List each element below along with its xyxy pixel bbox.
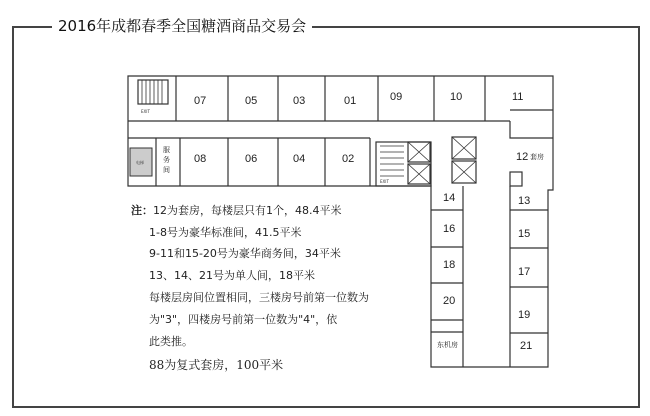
notes-label: 注： (131, 204, 153, 217)
room-10: 10 (450, 91, 463, 103)
room-17: 17 (518, 266, 531, 278)
room-12: 12 (516, 151, 529, 163)
machine-room: 东机房 (437, 341, 458, 349)
room-06: 06 (245, 153, 258, 165)
room-14: 14 (443, 192, 456, 204)
note-line-7: 此类推。 (149, 335, 193, 348)
room-21: 21 (520, 340, 533, 352)
note-line-3: 9-11和15-20号为豪华商务间，34平米 (149, 247, 341, 260)
exit-sign-mid: EXIT (380, 179, 389, 184)
room-12-suffix: 套房 (530, 153, 544, 161)
note-line-1: 12为套房，每楼层只有1个，48.4平米 (153, 204, 342, 217)
note-line-4: 13、14、21号为单人间，18平米 (149, 269, 315, 282)
room-11: 11 (512, 91, 524, 103)
room-03: 03 (293, 95, 306, 107)
room-18: 18 (443, 259, 456, 271)
room-04: 04 (293, 153, 306, 165)
note-line-2: 1-8号为豪华标准间，41.5平米 (149, 226, 302, 239)
note-line-5: 每楼层房间位置相同，三楼房号前第一位数为 (149, 291, 369, 304)
elevator-label: 电梯 (136, 160, 144, 165)
service-room-char-3: 间 (163, 166, 170, 174)
note-line-8: 88为复式套房，100平米 (149, 358, 284, 372)
room-16: 16 (443, 223, 456, 235)
room-20: 20 (443, 295, 456, 307)
note-line-6: 为"3"，四楼房号前第一位数为"4"，依 (149, 313, 338, 326)
room-13: 13 (518, 195, 531, 207)
room-07: 07 (194, 95, 207, 107)
page-title: 2016年成都春季全国糖酒商品交易会 (52, 15, 312, 37)
room-08: 08 (194, 153, 207, 165)
service-room-char-1: 服 (163, 146, 170, 154)
room-05: 05 (245, 95, 258, 107)
room-15: 15 (518, 228, 531, 240)
service-room-char-2: 务 (163, 156, 170, 164)
room-02: 02 (342, 153, 355, 165)
room-19: 19 (518, 309, 531, 321)
room-09: 09 (390, 91, 403, 103)
room-01: 01 (344, 95, 357, 107)
exit-sign-top: EXIT (141, 109, 150, 114)
